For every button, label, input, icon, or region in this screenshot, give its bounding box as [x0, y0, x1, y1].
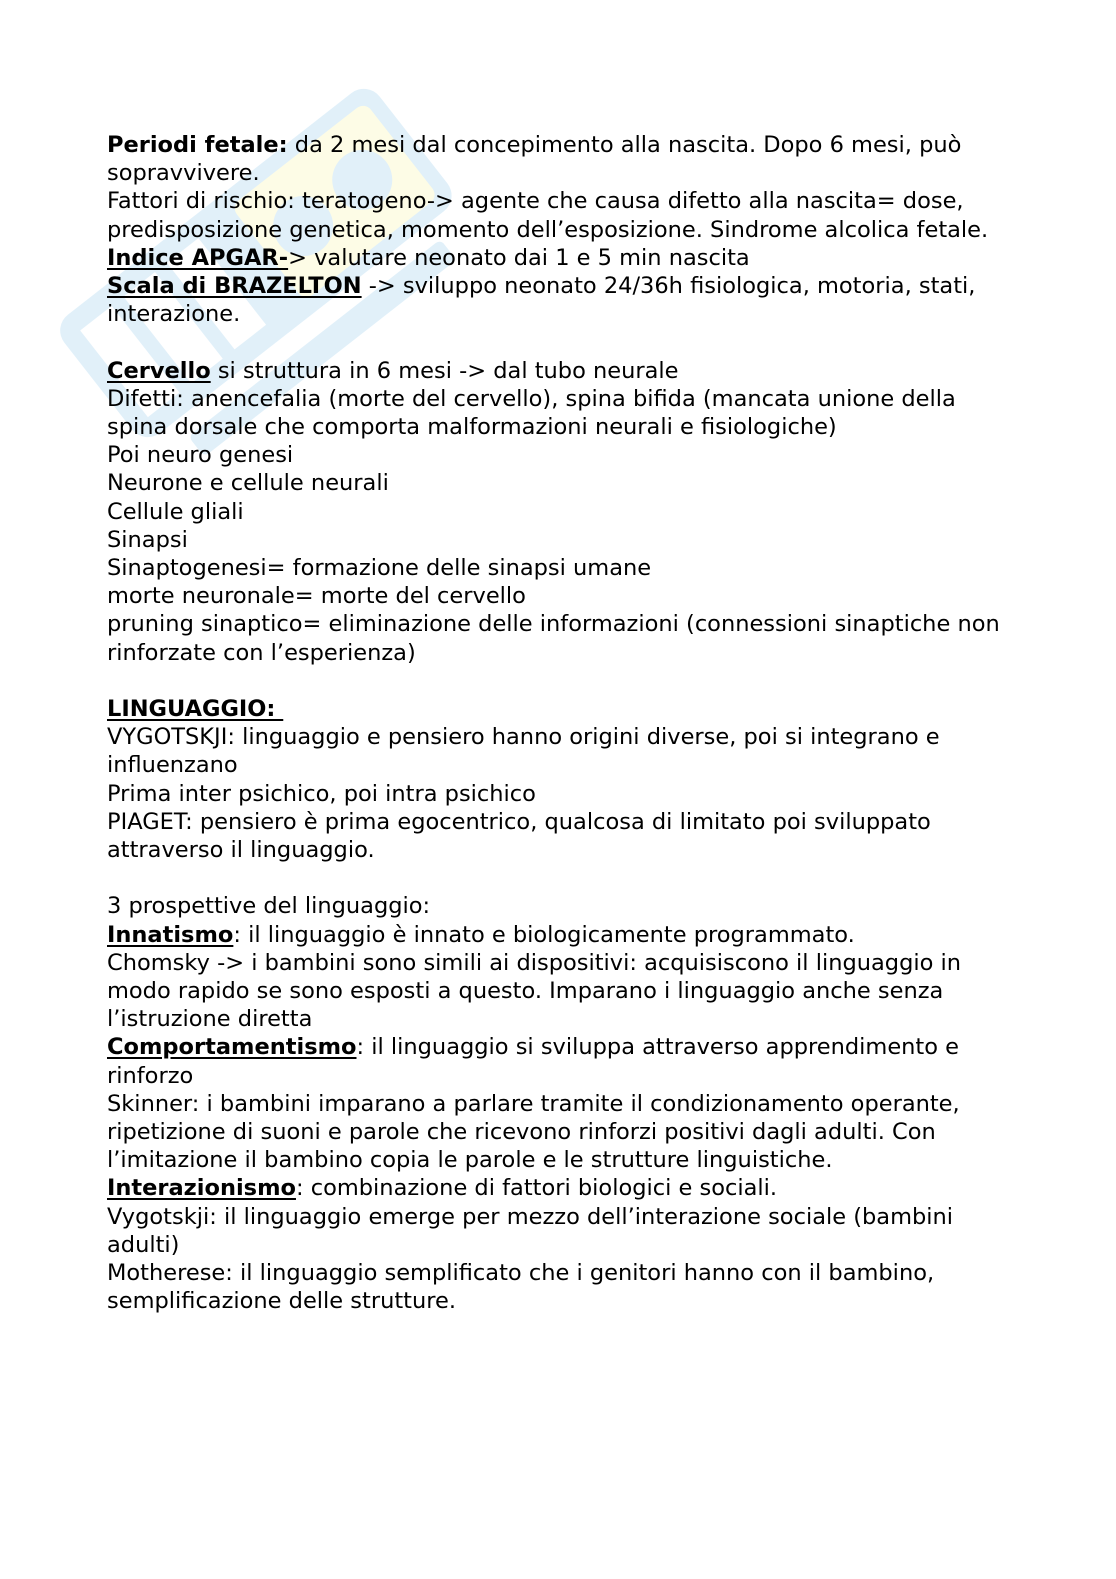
- brain-paragraph: [107, 357, 1017, 385]
- brain-line: Poi neuro genesi: [107, 442, 294, 469]
- fetal-period-text: da 2 mesi dal concepimento alla nascita. Dopo 6 mesi, può sopravvivere.: [107, 132, 962, 187]
- brain-line: Cellule gliali: [107, 498, 244, 525]
- brain-line: pruning sinaptico= eliminazione delle informazioni (connessioni sinaptiche non rinforzate con l’esperienza): [107, 611, 1000, 666]
- vygotskji-paragraph: Vygotskji: il linguaggio emerge per mezzo dell’interazione sociale (bambini adulti): [107, 1203, 954, 1258]
- brain-line: Neurone e cellule neurali: [107, 470, 389, 497]
- spacer: [107, 667, 1017, 695]
- risk-factors-paragraph: Fattori di rischio: teratogeno-> agente che causa difetto alla nascita= dose, predisposizione genetica, momento dell’esposizione. Sindrome alcolica fetale.: [107, 188, 989, 243]
- brain-line: Difetti: anencefalia (morte del cervello), spina bifida (mancata unione della spina dorsale che comporta malformazioni neurali e fisiologiche): [107, 385, 956, 441]
- interazionismo-text: : combinazione di fattori biologici e sociali.: [295, 1175, 778, 1202]
- apgar-paragraph: [107, 244, 1017, 272]
- comportamentismo-text: : il linguaggio si sviluppa attraverso apprendimento e rinforzo: [107, 1034, 960, 1089]
- motherese-paragraph: Motherese: il linguaggio semplificato che i genitori hanno con il bambino, semplificazione delle strutture.: [107, 1260, 935, 1315]
- spacer: [107, 864, 1017, 892]
- language-line: Prima inter psichico, poi intra psichico: [107, 780, 536, 807]
- brain-line: morte neuronale= morte del cervello: [107, 583, 526, 610]
- chomsky-paragraph: Chomsky -> i bambini sono simili ai dispositivi: acquisiscono il linguaggio in modo rapido se sono esposti a questo. Imparano i linguaggio anche senza l’istruzione diretta: [107, 949, 962, 1033]
- apgar-title: Indice APGAR-: [107, 244, 289, 271]
- brain-title: Cervello: [107, 357, 211, 384]
- brain-line: Sinaptogenesi= formazione delle sinapsi umane: [107, 555, 652, 582]
- brain-text: si struttura in 6 mesi -> dal tubo neurale: [210, 357, 679, 384]
- innatismo-paragraph: [107, 921, 1017, 949]
- fetal-period-paragraph: [107, 131, 1017, 187]
- innatismo-title: Innatismo: [107, 921, 234, 948]
- fetal-period-title: Periodi fetale:: [107, 132, 288, 158]
- interazionismo-paragraph: [107, 1174, 1017, 1202]
- innatismo-text: : il linguaggio è innato e biologicamente programmato.: [233, 921, 855, 948]
- brazelton-paragraph: [107, 272, 1017, 328]
- comportamentismo-paragraph: [107, 1033, 1017, 1089]
- spacer: [107, 328, 1017, 356]
- skinner-paragraph: Skinner: i bambini imparano a parlare tramite il condizionamento operante, ripetizione di suoni e parole che ricevono rinforzi positivi dagli adulti. Con l’imitazione il bambino copia le parole e le strutture linguistiche.: [107, 1090, 960, 1174]
- language-line: VYGOTSKJI: linguaggio e pensiero hanno origini diverse, poi si integrano e influenzano: [107, 724, 940, 779]
- comportamentismo-title: Comportamentismo: [107, 1034, 357, 1061]
- language-line: PIAGET: pensiero è prima egocentrico, qualcosa di limitato poi sviluppato attraverso il linguaggio.: [107, 808, 931, 864]
- apgar-text: > valutare neonato dai 1 e 5 min nascita: [288, 244, 750, 271]
- language-heading: LINGUAGGIO:: [107, 696, 284, 723]
- document-page: [107, 131, 1017, 1315]
- brain-line: Sinapsi: [107, 526, 188, 553]
- interazionismo-title: Interazionismo: [107, 1175, 296, 1202]
- brazelton-title: Scala di BRAZELTON: [107, 273, 362, 300]
- perspectives-intro: 3 prospettive del linguaggio:: [107, 893, 431, 920]
- brazelton-text: -> sviluppo neonato 24/36h fisiologica, motoria, stati, interazione.: [107, 273, 976, 328]
